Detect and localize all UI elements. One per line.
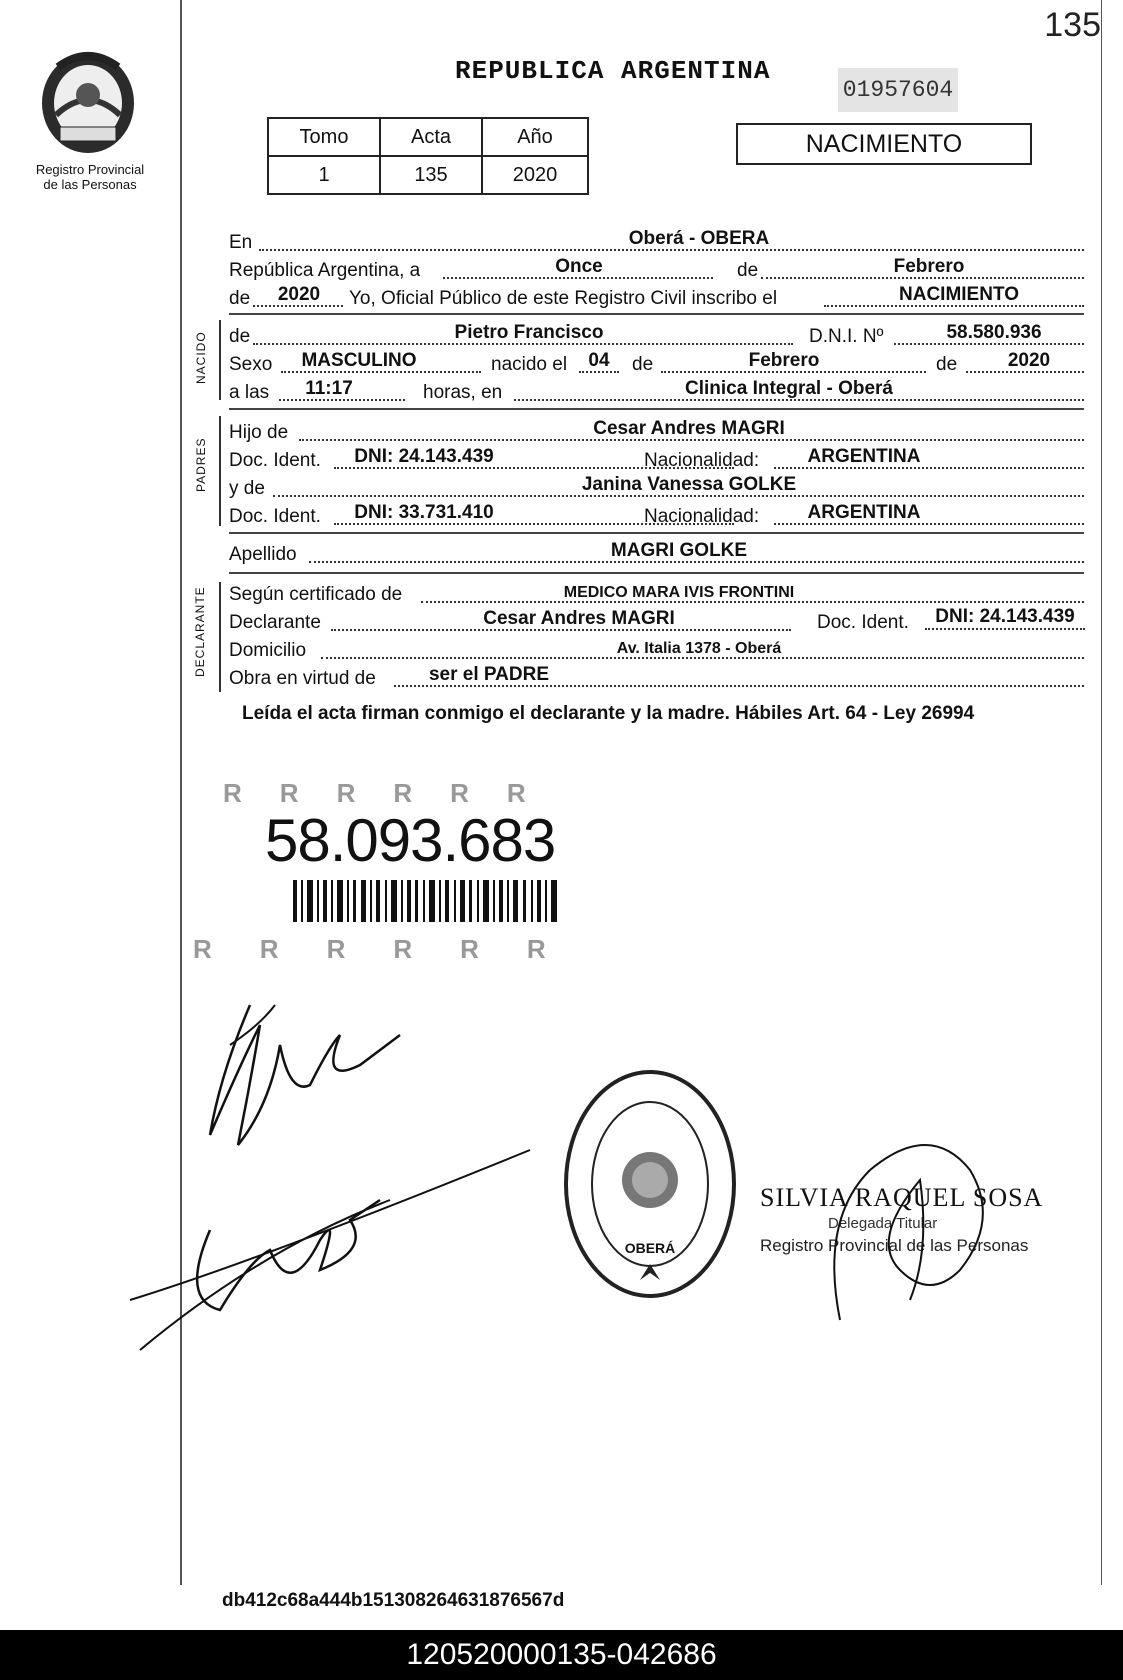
value-father-name: Cesar Andres MAGRI	[593, 418, 785, 439]
section-divider-3	[229, 532, 1084, 534]
section-divider-4	[229, 572, 1084, 574]
declarante-section-label: DECLARANTE	[193, 586, 207, 677]
value-declarante: Cesar Andres MAGRI	[483, 608, 675, 629]
table-header-acta: Acta	[380, 118, 482, 156]
value-mother-name: Janina Vanessa GOLKE	[581, 474, 797, 495]
padres-bracket	[219, 416, 221, 526]
value-birth-month: Febrero	[748, 350, 820, 371]
page-number: 135	[1044, 6, 1101, 44]
document-hash: db412c68a444b151308264631876567d	[222, 1590, 565, 1611]
row-hora	[229, 378, 1084, 404]
label-dni: D.N.I. Nº	[809, 326, 884, 347]
value-locality: Oberá - OBERA	[628, 228, 770, 249]
security-number: 58.093.683	[265, 807, 556, 874]
label-certificado: Según certificado de	[229, 584, 403, 605]
label-de-year: de	[229, 288, 251, 309]
security-mark: R	[393, 934, 461, 964]
value-father-nat: ARGENTINA	[807, 446, 921, 467]
label-de-birth-year: de	[936, 354, 958, 375]
value-apellido: MAGRI GOLKE	[610, 540, 748, 561]
value-birth-day: 04	[588, 350, 610, 371]
footer-bar	[0, 1630, 1123, 1680]
logo-caption-line1: Registro Provincial	[35, 162, 145, 177]
value-birth-year: 2020	[1007, 350, 1051, 371]
value-month: Febrero	[893, 256, 965, 277]
row-anio	[229, 284, 1084, 310]
value-obra: ser el PADRE	[428, 664, 550, 685]
row-nombre	[229, 322, 1084, 348]
security-mark: R	[336, 778, 394, 808]
register-table	[267, 117, 589, 195]
label-de-month: de	[737, 260, 759, 281]
serial-number: 01957604	[838, 68, 958, 112]
province-logo	[38, 45, 138, 155]
row-certificado	[229, 580, 1084, 606]
section-divider-1	[229, 313, 1084, 315]
row-sexo	[229, 350, 1084, 376]
declarante-bracket	[219, 582, 221, 692]
label-y-de: y de	[229, 478, 265, 499]
label-father-nat: Nacionalidad:	[644, 450, 760, 471]
value-birth-time: 11:17	[305, 378, 353, 399]
security-mark: R	[279, 778, 337, 808]
table-value-tomo: 1	[268, 156, 380, 194]
value-year: 2020	[277, 284, 321, 305]
logo-caption-line2: de las Personas	[43, 177, 137, 192]
label-de-nombre: de	[229, 326, 251, 347]
nacido-section-label: NACIDO	[194, 331, 208, 384]
security-mark: R	[460, 934, 527, 964]
value-domicilio: Av. Italia 1378 - Oberá	[616, 640, 782, 657]
table-value-anio: 2020	[482, 156, 588, 194]
official-stamp	[562, 1068, 738, 1300]
value-mother-doc: DNI: 33.731.410	[354, 502, 494, 523]
label-horas-en: horas, en	[423, 382, 503, 403]
section-divider-2	[229, 408, 1084, 410]
security-mark: R	[259, 934, 327, 964]
row-domicilio	[229, 636, 1084, 662]
stamp-city: OBERÁ	[624, 1240, 676, 1256]
row-obra	[229, 664, 1084, 690]
label-declarante: Declarante	[229, 612, 321, 633]
official-title: Delegada Titular	[828, 1215, 938, 1232]
security-mark-row-bottom	[193, 934, 594, 965]
security-mark: R	[526, 934, 594, 964]
value-birth-place: Clinica Integral - Oberá	[685, 378, 893, 399]
value-mother-nat: ARGENTINA	[807, 502, 921, 523]
value-declarante-doc: DNI: 24.143.439	[925, 606, 1085, 630]
label-a-las: a las	[229, 382, 270, 403]
label-en: En	[229, 232, 253, 253]
row-declarante	[229, 608, 1084, 634]
security-mark: R	[506, 778, 564, 808]
security-mark: R	[223, 778, 280, 808]
register-table-values	[268, 156, 588, 194]
label-domicilio: Domicilio	[229, 640, 307, 661]
row-en	[229, 228, 1084, 254]
label-yo-text: Yo, Oficial Público de este Registro Civil inscribo el	[349, 288, 778, 309]
label-mother-nat: Nacionalidad:	[644, 506, 760, 527]
row-mother-doc	[229, 502, 1084, 528]
register-table-header	[268, 118, 588, 156]
document-title: REPUBLICA ARGENTINA	[455, 56, 771, 86]
row-fecha	[229, 256, 1084, 282]
label-declarante-doc: Doc. Ident.	[817, 612, 909, 633]
act-type-box: NACIMIENTO	[736, 123, 1032, 165]
nacido-bracket	[219, 320, 221, 400]
margin-line-right	[1101, 0, 1102, 1585]
row-hijo-de	[229, 418, 1084, 444]
closing-statement: Leída el acta firman conmigo el declarante y la madre. Hábiles Art. 64 - Ley 26994	[242, 703, 975, 724]
row-father-doc	[229, 446, 1084, 472]
logo-caption	[20, 162, 160, 192]
security-mark-row-top	[223, 778, 564, 809]
label-nacido-el: nacido el	[491, 354, 568, 375]
value-act: NACIMIENTO	[899, 284, 1019, 305]
value-child-dni: 58.580.936	[946, 322, 1042, 343]
label-hijo-de: Hijo de	[229, 422, 289, 443]
table-value-acta: 135	[380, 156, 482, 194]
table-header-tomo: Tomo	[268, 118, 380, 156]
padres-section-label: PADRES	[194, 437, 208, 492]
label-mother-doc: Doc. Ident.	[229, 506, 321, 527]
label-father-doc: Doc. Ident.	[229, 450, 321, 471]
label-obra: Obra en virtud de	[229, 668, 376, 689]
security-mark: R	[450, 778, 507, 808]
official-signature	[810, 1120, 1010, 1330]
value-sexo: MASCULINO	[301, 350, 417, 371]
row-apellido	[229, 540, 1084, 566]
label-sexo: Sexo	[229, 354, 273, 375]
security-mark: R	[326, 934, 394, 964]
label-apellido: Apellido	[229, 544, 297, 565]
security-label	[193, 772, 633, 972]
official-office: Registro Provincial de las Personas	[760, 1236, 1029, 1255]
declarant-signature	[190, 985, 410, 1165]
value-father-doc: DNI: 24.143.439	[354, 446, 494, 467]
row-y-de	[229, 474, 1084, 500]
value-certificado: MEDICO MARA IVIS FRONTINI	[563, 584, 795, 601]
mother-signature	[120, 1140, 540, 1360]
official-name: SILVIA RAQUEL SOSA	[760, 1183, 1044, 1212]
value-child-name: Pietro Francisco	[454, 322, 604, 343]
value-day: Once	[555, 256, 603, 277]
security-mark: R	[193, 934, 260, 964]
security-barcode	[293, 880, 563, 922]
footer-code: 120520000135-042686	[406, 1638, 717, 1671]
security-mark: R	[393, 778, 451, 808]
label-republica: República Argentina, a	[229, 260, 421, 281]
table-header-anio: Año	[482, 118, 588, 156]
label-de-birth-month: de	[632, 354, 654, 375]
